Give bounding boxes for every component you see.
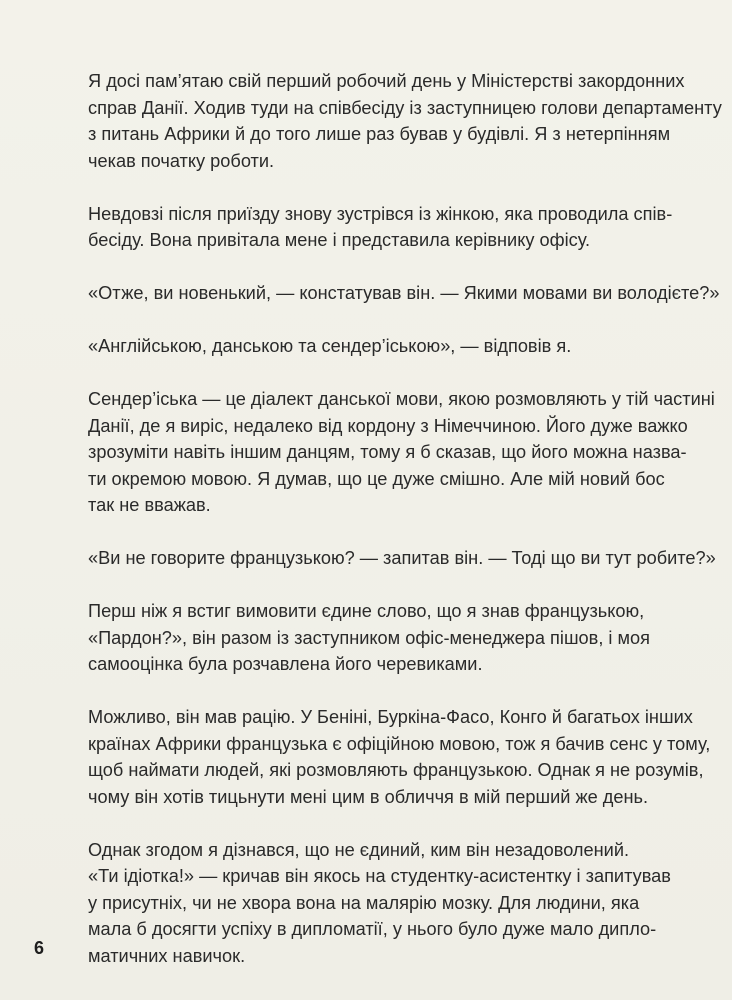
paragraph-3 — [88, 280, 720, 307]
paragraph-9 — [88, 837, 708, 970]
paragraph-1 — [88, 68, 722, 174]
text-line: самооцінка була розчавлена його черевиками. — [88, 654, 483, 674]
text-line: Я досі пам’ятаю свій перший робочий день у Міністерстві закордонних — [88, 71, 685, 91]
paragraph-6 — [88, 545, 716, 572]
text-line: Однак згодом я дізнався, що не єдиний, ким він незадоволений. — [88, 839, 630, 860]
text-line: країнах Африки французька є офіційною мовою, тож я бачив сенс у тому, — [88, 733, 711, 754]
text-line: «Отже, ви новенький, — констатував він. — Якими мовами ви володієте?» — [88, 283, 720, 303]
text-line: Можливо, він мав рацію. У Беніні, Буркіна-Фасо, Конго й багатьох інших — [88, 707, 693, 727]
text-line: «Англійською, данською та сендер’іською», — відповів я. — [88, 336, 572, 356]
text-line: Сендер’іська — це діалект данської мови, якою розмовляють у тій частині — [88, 389, 715, 409]
paragraph-5 — [88, 386, 715, 519]
text-line: з питань Африки й до того лише раз бував у будівлі. Я з нетерпінням — [88, 124, 671, 144]
text-line: Перш ніж я встиг вимовити єдине слово, що я знав французькою, — [88, 601, 645, 621]
text-line: так не вважав. — [88, 495, 211, 515]
text-line: чекав початку роботи. — [88, 150, 275, 171]
text-line: Невдовзі після приїзду знову зустрівся із жінкою, яка проводила спів- — [88, 203, 673, 224]
text-line: зрозуміти навіть іншим данцям, тому я б сказав, що його можна назва- — [88, 442, 687, 462]
paragraph-7 — [88, 598, 708, 678]
text-line: ти окремою мовою. Я думав, що це дуже смішно. Але мій новий бос — [88, 468, 665, 489]
paragraph-4 — [88, 333, 708, 360]
text-line: «Ти ідіотка!» — кричав він якось на студентку-асистентку і запитував — [88, 866, 671, 886]
text-line: мала б досягти успіху в дипломатії, у нього було дуже мало дипло- — [88, 919, 657, 939]
text-line: бесіду. Вона привітала мене і представила керівнику офісу. — [88, 230, 591, 250]
paragraph-2 — [88, 201, 708, 254]
text-line: щоб наймати людей, які розмовляють французькою. Однак я не розумів, — [88, 760, 704, 780]
text-line: у присутніх, чи не хвора вона на малярію мозку. Для людини, яка — [88, 892, 640, 913]
text-line: справ Данії. Ходив туди на співбесіду із заступницею голови департаменту — [88, 97, 722, 118]
body-text — [88, 68, 722, 996]
text-line: «Ви не говорите французькою? — запитав він. — Тоді що ви тут робите?» — [88, 548, 716, 568]
text-line: чому він хотів тицьнути мені цим в обличчя в мій перший же день. — [88, 786, 649, 807]
page-number: 6 — [34, 938, 45, 958]
text-line: «Пардон?», він разом із заступником офіс-менеджера пішов, і моя — [88, 627, 650, 648]
paragraph-8 — [88, 704, 711, 810]
text-line: Данії, де я виріс, недалеко від кордону з Німеччиною. Його дуже важко — [88, 415, 688, 436]
text-line: матичних навичок. — [88, 945, 246, 966]
